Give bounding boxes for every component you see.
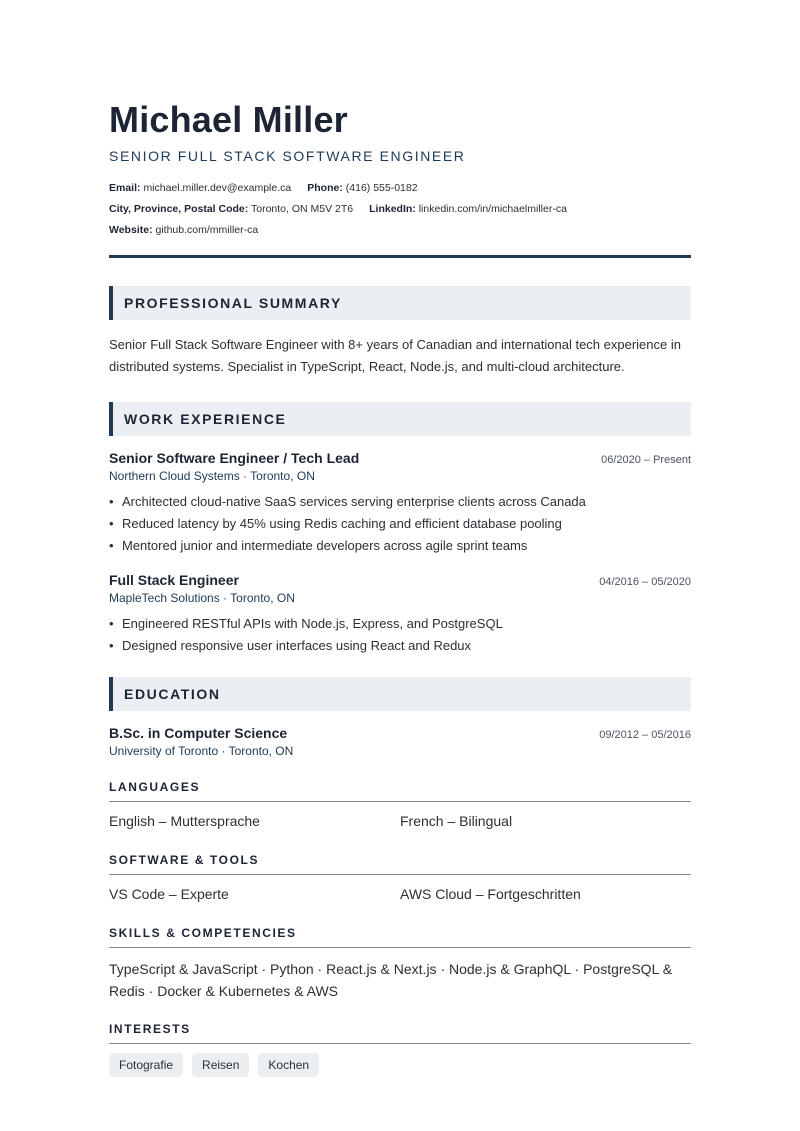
job-entry [109,450,691,557]
contact-row [109,178,691,199]
tool-item: AWS Cloud – Fortgeschritten [400,886,581,902]
linkedin-item [369,199,567,220]
contact-row [109,199,691,220]
linkedin-label: LinkedIn: [369,203,416,215]
website-label: Website: [109,224,153,236]
candidate-name: Michael Miller [109,99,348,140]
subsection-heading-label: SOFTWARE & TOOLS [109,853,260,867]
job-role: Senior Software Engineer / Tech Lead [109,450,360,466]
education-heading [109,677,691,711]
subsection-heading-label: INTERESTS [109,1022,191,1036]
website-item [109,220,258,241]
job-role: Full Stack Engineer [109,572,239,588]
contact-row [109,220,691,241]
bullet-item: • Reduced latency by 45% using Redis caching and efficient database pooling [109,513,691,535]
interest-tag: Kochen [258,1053,319,1077]
education-header [109,725,691,741]
phone-label: Phone: [307,182,343,194]
interest-tag: Reisen [192,1053,249,1077]
city-value: Toronto, ON M5V 2T6 [251,203,354,215]
subsection-heading-label: SKILLS & COMPETENCIES [109,926,297,940]
job-header [109,450,691,466]
bullet-item: • Engineered RESTful APIs with Node.js, Express, and PostgreSQL [109,613,691,635]
tool-item: VS Code – Experte [109,886,229,902]
interest-tag: Fotografie [109,1053,183,1077]
phone-item [307,178,417,199]
language-item: English – Muttersprache [109,813,260,829]
city-label: City, Province, Postal Code: [109,203,249,215]
job-bullets [109,491,691,557]
email-label: Email: [109,182,141,194]
skills-heading [109,924,691,948]
job-date: 06/2020 – Present [601,454,691,466]
linkedin-link[interactable]: linkedin.com/in/michaelmiller-ca [418,203,567,215]
tools-list [109,884,691,904]
degree: B.Sc. in Computer Science [109,725,288,741]
job-bullets [109,613,691,657]
website-link[interactable]: github.com/mmiller-ca [155,224,259,236]
section-heading-label: WORK EXPERIENCE [124,411,287,427]
summary-heading [109,286,691,320]
job-header [109,572,691,588]
subsection-heading-label: LANGUAGES [109,780,201,794]
email-value: michael.miller.dev@example.ca [143,182,292,194]
interests-heading [109,1020,691,1044]
job-organization: MapleTech Solutions · Toronto, ON [109,591,295,605]
bullet-item: • Designed responsive user interfaces using React and Redux [109,635,691,657]
section-heading-label: PROFESSIONAL SUMMARY [124,295,342,311]
contact-block [109,178,691,241]
job-date: 04/2016 – 05/2020 [599,576,691,588]
section-heading-label: EDUCATION [124,686,221,702]
job-title: SENIOR FULL STACK SOFTWARE ENGINEER [109,148,466,164]
languages-heading [109,778,691,802]
languages-list [109,811,691,831]
summary-text: Senior Full Stack Software Engineer with 8+ years of Canadian and international tech experience in distributed systems. Specialist in TypeScript, React, Node.js, and multi-cloud architecture. [109,337,681,374]
resume-page [109,100,691,1077]
phone-value: (416) 555-0182 [345,182,418,194]
interests-tags [109,1053,691,1077]
header-divider [109,255,691,258]
education-entry [109,725,691,758]
language-item: French – Bilingual [400,813,513,829]
experience-heading [109,402,691,436]
city-item [109,199,353,220]
skills-text: TypeScript & JavaScript · Python · React.js & Next.js · Node.js & GraphQL · PostgreSQL & Redis · Docker & Kubernetes & AWS [109,961,673,999]
education-date: 09/2012 – 05/2016 [599,729,691,741]
job-organization: Northern Cloud Systems · Toronto, ON [109,469,315,483]
bullet-item: • Architected cloud-native SaaS services serving enterprise clients across Canada [109,491,691,513]
job-entry [109,572,691,657]
bullet-item: • Mentored junior and intermediate developers across agile sprint teams [109,535,691,557]
tools-heading [109,851,691,875]
email-item [109,178,291,199]
school: University of Toronto · Toronto, ON [109,744,294,758]
